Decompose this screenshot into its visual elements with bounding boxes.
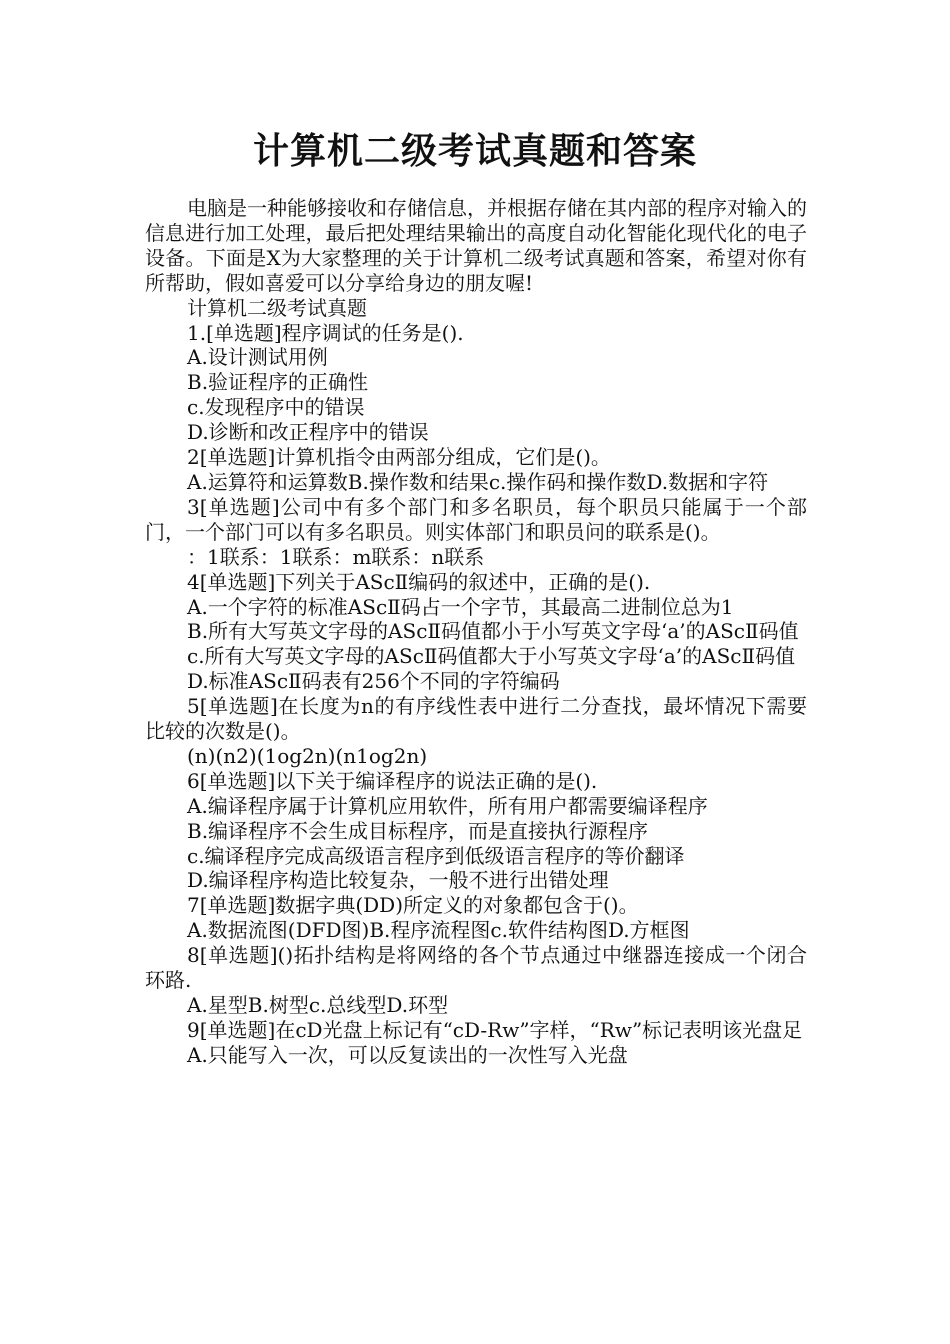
document-title: 计算机二级考试真题和答案 [252, 131, 697, 172]
question-1-option-b: B.验证程序的正确性 [187, 370, 369, 395]
question-1: 1.[单选题]程序调试的任务是(). [187, 320, 464, 345]
question-2-options: A.运算符和运算数B.操作数和结果c.操作码和操作数D.数据和字符 [187, 469, 769, 494]
question-1-option-c: c.发现程序中的错误 [187, 395, 365, 420]
question-5: 5[单选题]在长度为n的有序线性表中进行二分查找，最坏情况下需要比较的次数是()。 [145, 694, 807, 744]
question-6: 6[单选题]以下关于编译程序的说法正确的是(). [187, 768, 598, 793]
question-6-option-b: B.编译程序不会生成目标程序，而是直接执行源程序 [187, 818, 649, 843]
question-1-option-d: D.诊断和改正程序中的错误 [187, 420, 429, 445]
question-6-option-a: A.编译程序属于计算机应用软件，所有用户都需要编译程序 [187, 793, 708, 818]
intro-paragraph: 电脑是一种能够接收和存储信息，并根据存储在其内部的程序对输入的信息进行加工处理，最后把处理结果输出的高度自动化智能化现代化的电子设备。下面是X为大家整理的关于计算机二级考试真题和答案，希望对你有所帮助，假如喜爱可以分享给身边的朋友喔! [145, 196, 807, 295]
question-8: 8[单选题]()拓扑结构是将网络的各个节点通过中继器连接成一个闭合环路. [145, 943, 807, 993]
question-1-option-a: A.设计测试用例 [187, 345, 328, 370]
question-4-option-a: A.一个字符的标准AScⅡ码占一个字节，其最高二进制位总为1 [187, 594, 734, 619]
question-8-options: A.星型B.树型c.总线型D.环型 [187, 993, 449, 1017]
question-4-option-c: c.所有大写英文字母的AScⅡ码值都大于小写英文字母‘a’的AScⅡ码值 [187, 644, 796, 669]
question-6-option-c: c.编译程序完成高级语言程序到低级语言程序的等价翻译 [187, 843, 685, 868]
question-6-option-d: D.编译程序构造比较复杂，一般不进行出错处理 [187, 868, 609, 893]
question-7: 7[单选题]数据字典(DD)所定义的对象都包含于()。 [187, 893, 639, 918]
question-7-options: A.数据流图(DFD图)B.程序流程图c.软件结构图D.方框图 [187, 918, 690, 943]
question-3-options: ：1联系：1联系：m联系：n联系 [187, 544, 485, 569]
question-4-option-d: D.标准AScⅡ码表有256个不同的字符编码 [187, 669, 560, 694]
question-4: 4[单选题]下列关于AScⅡ编码的叙述中，正确的是(). [187, 569, 651, 594]
question-2: 2[单选题]计算机指令由两部分组成，它们是()。 [187, 445, 611, 470]
question-9: 9[单选题]在cD光盘上标记有“cD-Rw”字样，“Rw”标记表明该光盘足 [187, 1017, 803, 1042]
question-9-option-a: A.只能写入一次，可以反复读出的一次性写入光盘 [187, 1042, 628, 1067]
question-5-options: (n)(n2)(1og2n)(n1og2n) [187, 743, 428, 768]
document-body [145, 196, 807, 1068]
question-4-option-b: B.所有大写英文字母的AScⅡ码值都小于小写英文字母‘a’的AScⅡ码值 [187, 619, 799, 644]
question-3: 3[单选题]公司中有多个部门和多名职员，每个职员只能属于一个部门，一个部门可以有多名职员。则实体部门和职员问的联系是()。 [145, 494, 807, 544]
section-heading: 计算机二级考试真题 [187, 295, 367, 320]
